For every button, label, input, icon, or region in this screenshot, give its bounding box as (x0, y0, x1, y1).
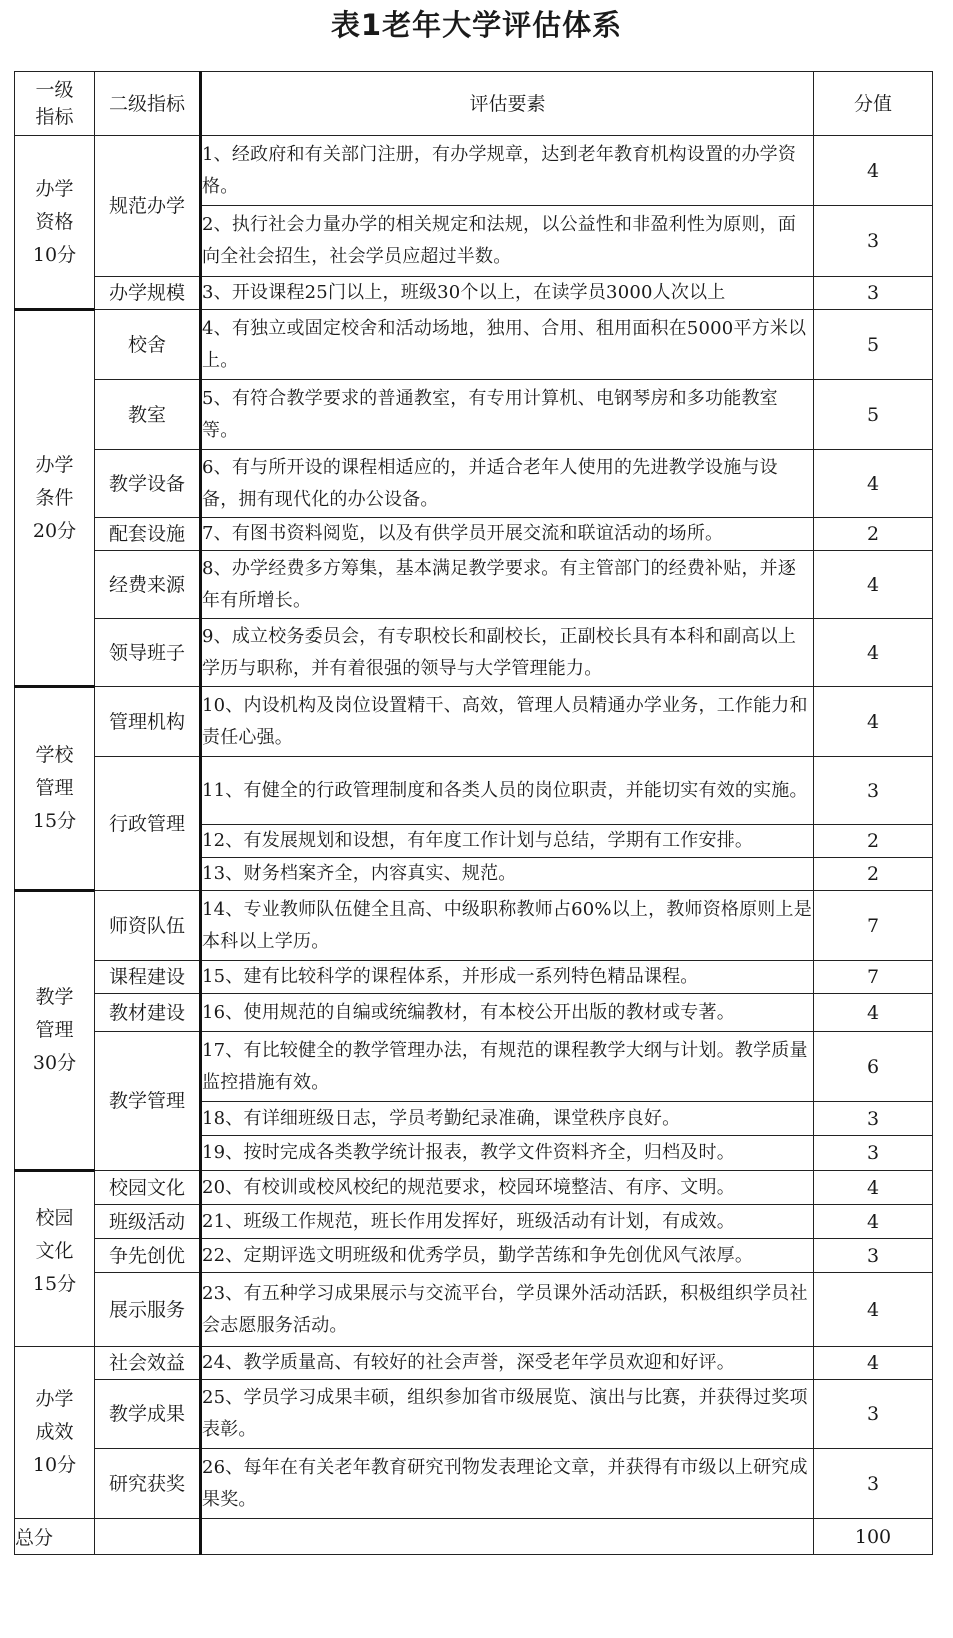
score-cell: 3 (814, 1449, 933, 1519)
table-row (15, 1032, 933, 1102)
criterion-cell: 17、有比较健全的教学管理办法，有规范的课程教学大纲与计划。教学质量监控措施有效。 (201, 1032, 814, 1102)
criterion-cell: 14、专业教师队伍健全且高、中级职称教师占60%以上，教师资格原则上是本科以上学历。 (201, 891, 814, 961)
table-row (15, 1273, 933, 1347)
score-cell: 7 (814, 961, 933, 994)
score-cell: 2 (814, 825, 933, 858)
score-cell: 4 (814, 687, 933, 757)
level2-cell: 配套设施 (95, 518, 201, 551)
level2-cell: 教学设备 (95, 450, 201, 518)
level1-cell: 学校管理15分 (15, 687, 95, 891)
total-empty-cell (201, 1519, 814, 1555)
table-row (15, 891, 933, 961)
table-row (15, 1449, 933, 1519)
level2-cell: 规范办学 (95, 136, 201, 277)
level2-cell: 经费来源 (95, 551, 201, 619)
score-cell: 7 (814, 891, 933, 961)
table-row (15, 687, 933, 757)
level2-cell: 办学规模 (95, 277, 201, 310)
level2-cell: 管理机构 (95, 687, 201, 757)
criterion-cell: 24、教学质量高、有较好的社会声誉，深受老年学员欢迎和好评。 (201, 1347, 814, 1380)
total-row (15, 1519, 933, 1555)
criterion-cell: 19、按时完成各类教学统计报表，教学文件资料齐全，归档及时。 (201, 1136, 814, 1171)
score-cell: 4 (814, 1171, 933, 1205)
score-cell: 3 (814, 1136, 933, 1171)
criterion-cell: 21、班级工作规范，班长作用发挥好，班级活动有计划，有成效。 (201, 1205, 814, 1239)
level2-cell: 争先创优 (95, 1239, 201, 1273)
total-empty-cell (95, 1519, 201, 1555)
criterion-cell: 10、内设机构及岗位设置精干、高效，管理人员精通办学业务，工作能力和责任心强。 (201, 687, 814, 757)
criterion-cell: 7、有图书资料阅览，以及有供学员开展交流和联谊活动的场所。 (201, 518, 814, 551)
header-score: 分值 (814, 72, 933, 136)
table-row (15, 961, 933, 994)
header-criteria: 评估要素 (201, 72, 814, 136)
score-cell: 4 (814, 1347, 933, 1380)
criterion-cell: 12、有发展规划和设想，有年度工作计划与总结，学期有工作安排。 (201, 825, 814, 858)
table-row (15, 1205, 933, 1239)
level1-cell: 办学条件20分 (15, 310, 95, 687)
table-row (15, 450, 933, 518)
table-row (15, 1347, 933, 1380)
table-row (15, 1380, 933, 1449)
score-cell: 3 (814, 757, 933, 825)
header-row (15, 72, 933, 136)
criterion-cell: 26、每年在有关老年教育研究刊物发表理论文章，并获得有市级以上研究成果奖。 (201, 1449, 814, 1519)
total-score: 100 (814, 1519, 933, 1555)
criterion-cell: 23、有五种学习成果展示与交流平台，学员课外活动活跃，积极组织学员社会志愿服务活动。 (201, 1273, 814, 1347)
table-row (15, 1239, 933, 1273)
table-row (15, 551, 933, 619)
level1-cell: 教学管理30分 (15, 891, 95, 1171)
table-row (15, 380, 933, 450)
criterion-cell: 8、办学经费多方筹集，基本满足教学要求。有主管部门的经费补贴，并逐年有所增长。 (201, 551, 814, 619)
criterion-cell: 18、有详细班级日志，学员考勤纪录准确，课堂秩序良好。 (201, 1102, 814, 1136)
header-level1: 一级指标 (15, 72, 95, 136)
level2-cell: 教学成果 (95, 1380, 201, 1449)
score-cell: 3 (814, 1239, 933, 1273)
level1-cell: 办学资格10分 (15, 136, 95, 310)
level2-cell: 展示服务 (95, 1273, 201, 1347)
evaluation-table (14, 71, 933, 1555)
table-row (15, 136, 933, 206)
score-cell: 3 (814, 1102, 933, 1136)
score-cell: 4 (814, 1205, 933, 1239)
criterion-cell: 9、成立校务委员会，有专职校长和副校长，正副校长具有本科和副高以上学历与职称，并有着很强的领导与大学管理能力。 (201, 619, 814, 687)
level2-cell: 教室 (95, 380, 201, 450)
level1-cell: 办学成效10分 (15, 1347, 95, 1519)
score-cell: 5 (814, 380, 933, 450)
level2-cell: 校园文化 (95, 1171, 201, 1205)
score-cell: 4 (814, 1273, 933, 1347)
score-cell: 3 (814, 277, 933, 310)
criterion-cell: 15、建有比较科学的课程体系，并形成一系列特色精品课程。 (201, 961, 814, 994)
score-cell: 2 (814, 518, 933, 551)
criterion-cell: 22、定期评选文明班级和优秀学员，勤学苦练和争先创优风气浓厚。 (201, 1239, 814, 1273)
criterion-cell: 25、学员学习成果丰硕，组织参加省市级展览、演出与比赛，并获得过奖项表彰。 (201, 1380, 814, 1449)
level2-cell: 领导班子 (95, 619, 201, 687)
table-row (15, 310, 933, 380)
score-cell: 2 (814, 858, 933, 891)
level2-cell: 班级活动 (95, 1205, 201, 1239)
score-cell: 5 (814, 310, 933, 380)
criterion-cell: 13、财务档案齐全，内容真实、规范。 (201, 858, 814, 891)
criterion-cell: 2、执行社会力量办学的相关规定和法规，以公益性和非盈利性为原则，面向全社会招生，社会学员应超过半数。 (201, 206, 814, 277)
level2-cell: 校舍 (95, 310, 201, 380)
table-row (15, 619, 933, 687)
table-row (15, 994, 933, 1032)
level2-cell: 师资队伍 (95, 891, 201, 961)
score-cell: 3 (814, 206, 933, 277)
criterion-cell: 4、有独立或固定校舍和活动场地，独用、合用、租用面积在5000平方米以上。 (201, 310, 814, 380)
level2-cell: 教学管理 (95, 1032, 201, 1171)
table-row (15, 1171, 933, 1205)
criterion-cell: 11、有健全的行政管理制度和各类人员的岗位职责，并能切实有效的实施。 (201, 757, 814, 825)
table-row (15, 277, 933, 310)
level2-cell: 社会效益 (95, 1347, 201, 1380)
level2-cell: 行政管理 (95, 757, 201, 891)
header-level2: 二级指标 (95, 72, 201, 136)
level2-cell: 教材建设 (95, 994, 201, 1032)
level2-cell: 研究获奖 (95, 1449, 201, 1519)
table-row (15, 757, 933, 825)
criterion-cell: 6、有与所开设的课程相适应的，并适合老年人使用的先进教学设施与设备，拥有现代化的办公设备。 (201, 450, 814, 518)
score-cell: 4 (814, 450, 933, 518)
score-cell: 3 (814, 1380, 933, 1449)
score-cell: 6 (814, 1032, 933, 1102)
level1-cell: 校园文化15分 (15, 1171, 95, 1347)
criterion-cell: 3、开设课程25门以上，班级30个以上，在读学员3000人次以上 (201, 277, 814, 310)
score-cell: 4 (814, 619, 933, 687)
score-cell: 4 (814, 551, 933, 619)
criterion-cell: 1、经政府和有关部门注册，有办学规章，达到老年教育机构设置的办学资格。 (201, 136, 814, 206)
criterion-cell: 16、使用规范的自编或统编教材，有本校公开出版的教材或专著。 (201, 994, 814, 1032)
total-label: 总分 (15, 1519, 95, 1555)
score-cell: 4 (814, 994, 933, 1032)
criterion-cell: 5、有符合教学要求的普通教室，有专用计算机、电钢琴房和多功能教室等。 (201, 380, 814, 450)
criterion-cell: 20、有校训或校风校纪的规范要求，校园环境整洁、有序、文明。 (201, 1171, 814, 1205)
score-cell: 4 (814, 136, 933, 206)
level2-cell: 课程建设 (95, 961, 201, 994)
table-row (15, 518, 933, 551)
table-title: 表1老年大学评估体系 (330, 8, 623, 42)
